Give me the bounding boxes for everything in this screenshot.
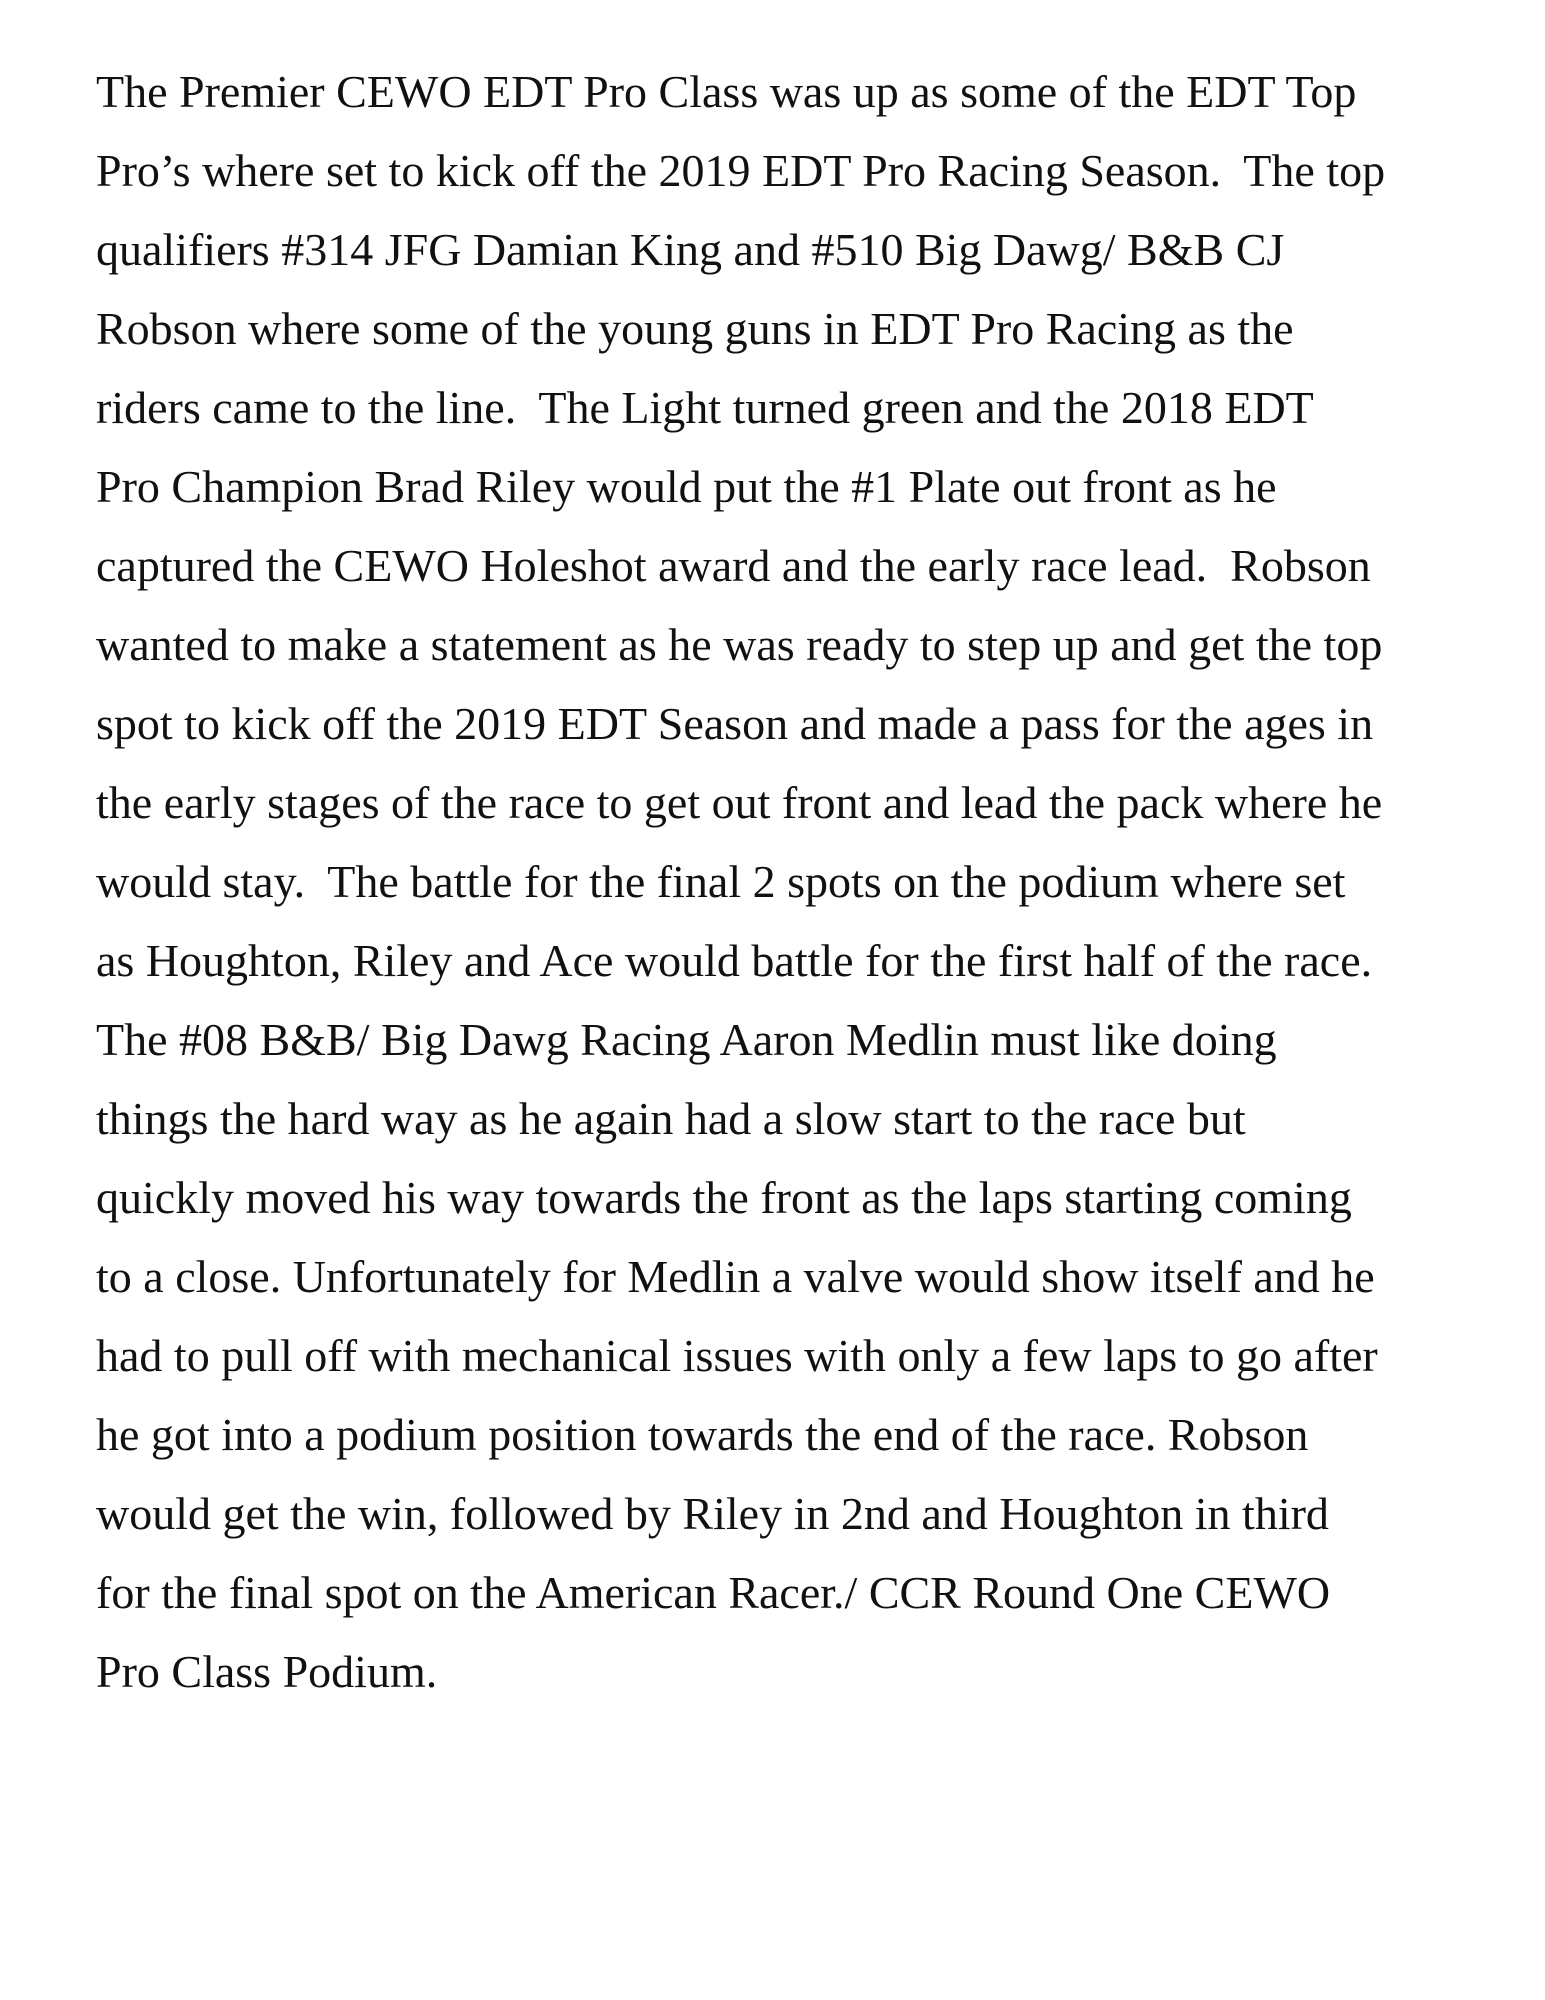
- text-line: things the hard way as he again had a slow start to the race but: [96, 1093, 1246, 1144]
- text-line: Robson where some of the young guns in EDT Pro Racing as the: [96, 303, 1294, 354]
- article-paragraph: [96, 52, 1516, 1711]
- text-line: had to pull off with mechanical issues with only a few laps to go after: [96, 1330, 1378, 1381]
- text-line: as Houghton, Riley and Ace would battle for the first half of the race.: [96, 935, 1373, 986]
- text-line: to a close. Unfortunately for Medlin a valve would show itself and he: [96, 1251, 1375, 1302]
- text-line: The #08 B&B/ Big Dawg Racing Aaron Medlin must like doing: [96, 1014, 1277, 1065]
- text-line: spot to kick off the 2019 EDT Season and made a pass for the ages in: [96, 698, 1374, 749]
- text-line: qualifiers #314 JFG Damian King and #510 Big Dawg/ B&B CJ: [96, 224, 1285, 275]
- text-line: riders came to the line. The Light turned green and the 2018 EDT: [96, 382, 1314, 433]
- text-line: Pro Champion Brad Riley would put the #1 Plate out front as he: [96, 461, 1277, 512]
- text-line: wanted to make a statement as he was ready to step up and get the top: [96, 619, 1383, 670]
- text-line: he got into a podium position towards the end of the race. Robson: [96, 1409, 1309, 1460]
- text-line: Pro’s where set to kick off the 2019 EDT Pro Racing Season. The top: [96, 145, 1386, 196]
- text-line: the early stages of the race to get out front and lead the pack where he: [96, 777, 1383, 828]
- text-line: for the final spot on the American Racer./ CCR Round One CEWO: [96, 1567, 1331, 1618]
- text-line: would stay. The battle for the final 2 spots on the podium where set: [96, 856, 1346, 907]
- text-line: would get the win, followed by Riley in 2nd and Houghton in third: [96, 1488, 1329, 1539]
- text-line: Pro Class Podium.: [96, 1646, 438, 1697]
- text-line: The Premier CEWO EDT Pro Class was up as some of the EDT Top: [96, 66, 1357, 117]
- text-line: quickly moved his way towards the front as the laps starting coming: [96, 1172, 1352, 1223]
- text-line: captured the CEWO Holeshot award and the early race lead. Robson: [96, 540, 1371, 591]
